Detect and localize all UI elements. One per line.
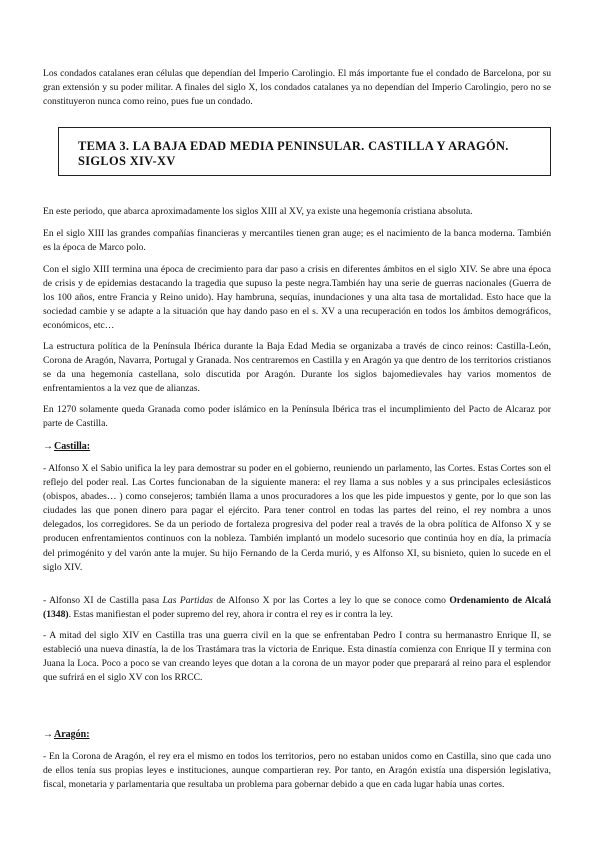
castilla-paragraph-alfonso-x: - Alfonso X el Sabio unifica la ley para demostrar su poder en el gobierno, reuniendo un parlamento, las Cortes. Estas Cortes son el reflejo del poder real. Las Cortes funcionaban de la siguiente manera: el rey llama a sus nobles y a sus principales eclesiásticos (obispos, abades… ) como consejeros; también llama a unos procuradores a los que les pide impuestos y gente, por lo que son las ciudades las que ponen dinero para pagar el ejército. Para tener control en todas las partes del reino, el rey nombra a unos delegados, los corregidores. Se da un periodo de fortaleza progresiva del poder real a través de la obra política de Alfonso X y se producen enfrentamientos continuos con la nobleza. También implantó un modelo sucesorio que continúa hoy en día, la primacía del primogénito y del varón ante la mujer. Su hijo Fernando de la Cerda murió, y es Alfonso XI, su bisnieto, quien lo sucede en el siglo XIV. xyxy=(43,463,551,573)
castilla-heading-label: Castilla: xyxy=(54,441,91,452)
aragon-heading xyxy=(43,729,90,740)
topic-title: TEMA 3. LA BAJA EDAD MEDIA PENINSULAR. CASTILLA Y ARAGÓN. SIGLOS XIV-XV xyxy=(78,139,509,168)
topic-title-box xyxy=(58,127,551,176)
intro-paragraph: Los condados catalanes eran células que dependían del Imperio Carolingio. El más importante fue el condado de Barcelona, por su gran extensión y su poder militar. A finales del siglo X, los condados catalanes ya no dependían del Imperio Carolingio, pero no se constituyeron nunca como reino, pues fue un condado. xyxy=(43,68,551,108)
arrow-right-icon: → xyxy=(43,441,53,452)
arrow-right-icon: → xyxy=(43,729,53,740)
paragraph-granada: En 1270 solamente queda Granada como poder islámico en la Península Ibérica tras el incumplimiento del Pacto de Alcaraz por parte de Castilla. xyxy=(43,404,551,430)
las-partidas-title: Las Partidas xyxy=(162,595,213,606)
paragraph-banking: En el siglo XIII las grandes compañías financieras y mercantiles tienen gran auge; es el nacimiento de la banca moderna. También es la época de Marco polo. xyxy=(43,228,551,254)
aragon-paragraph-crown: - En la Corona de Aragón, el rey era el mismo en todos los territorios, pero no estaban unidos como en Castilla, sino que cada uno de ellos tenía sus propias leyes e instituciones, aunque compartieran rey. Por tanto, en Aragón existía una dispersión legislativa, fiscal, monetaria y parlamentaria que resultaba un problema para gobernar debido a que en cada lugar había unas cortes. xyxy=(43,751,551,791)
paragraph-political-structure: La estructura política de la Península Ibérica durante la Baja Edad Media se organizaba a través de cinco reinos: Castilla-León, Corona de Aragón, Navarra, Portugal y Granada. Nos centraremos en Castilla y en Aragón ya que dentro de los territorios cristianos se da una hegemonía castellana, solo discutida por Aragón. Durante los siglos bajomedievales hay varios momentos de enfrentamientos a la vez que de alianzas. xyxy=(43,341,551,395)
paragraph-period: En este periodo, que abarca aproximadamente los siglos XIII al XV, ya existe una hegemonía cristiana absoluta. xyxy=(43,206,473,217)
paragraph-crisis: Con el siglo XIII termina una época de crecimiento para dar paso a crisis en diferentes ámbitos en el siglo XIV. Se abre una época de crisis y de epidemias destacando la tragedia que supuso la peste negra.También hay una serie de guerras nacionales (Guerra de los 100 años, entre Francia y Reino unido). Hay hambruna, sequías, inundaciones y una alta tasa de mortalidad. Esto hace que la sociedad cambie y se adapte a la situación que hay dando paso en el s. XV a una recuperación en todos los ámbitos demográficos, económicos, etc… xyxy=(43,264,551,332)
aragon-heading-label: Aragón: xyxy=(54,729,90,740)
castilla-heading xyxy=(43,441,90,452)
ordenamiento-alcala: Ordenamiento de Alcalá (1348) xyxy=(43,595,551,621)
castilla-paragraph-trastamara: - A mitad del siglo XIV en Castilla tras una guerra civil en la que se enfrentaban Pedro I contra su hermanastro Enrique II, se estableció una nueva dinastía, la de los Trastámara tras la victoria de Enrique. Esta dinastía comienza con Enrique II y termina con Juana la Loca. Poco a poco se van creando leyes que dotan a la corona de un mayor poder que preparará al reino para el esplendor que sufrirá en el siglo XV con los RRCC. xyxy=(43,630,551,684)
castilla-paragraph-alfonso-xi: - Alfonso XI de Castilla pasa Las Partidas de Alfonso X por las Cortes a ley lo que se conoce como Ordenamiento de Alcalá (1348). Estas manifiestan el poder supremo del rey, ahora ir contra el rey es ir contra la ley. xyxy=(43,595,551,621)
